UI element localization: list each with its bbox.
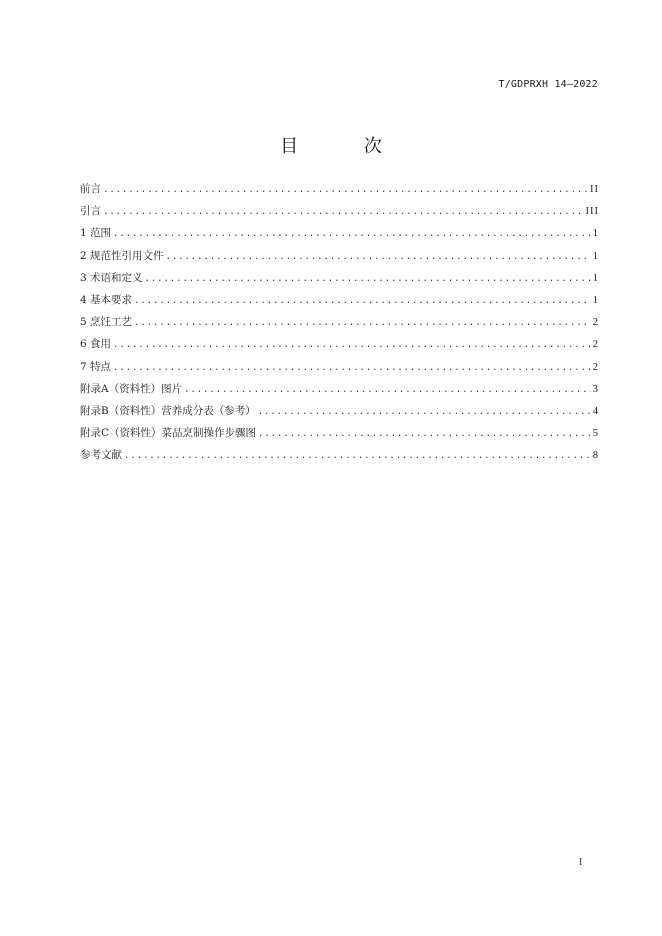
page-number: I: [579, 857, 583, 868]
toc-entry-label: 2 规范性引用文件: [80, 249, 164, 262]
toc-leader-dots: [103, 182, 588, 198]
toc-leader-dots: [134, 315, 591, 331]
toc-leader-dots: [145, 271, 591, 287]
toc-entry-label: 引言: [80, 205, 101, 218]
toc-leader-dots: [258, 426, 591, 442]
toc-entry-label: 参考文献: [80, 449, 122, 462]
toc-entry-page: 8: [592, 450, 599, 462]
toc-entry-terms-definitions[interactable]: [80, 270, 599, 292]
toc-entry-page: 1: [592, 250, 599, 262]
toc-entry-bibliography[interactable]: [80, 447, 599, 469]
toc-entry-label: 7 特点: [80, 360, 112, 373]
table-of-contents: [80, 181, 599, 469]
toc-entry-page: 1: [592, 294, 599, 306]
toc-entry-foreword[interactable]: [80, 181, 599, 203]
document-code: T/GDPRXH 14—2022: [498, 79, 598, 90]
toc-entry-cooking-process[interactable]: [80, 314, 599, 336]
toc-entry-page: 2: [592, 361, 599, 373]
toc-entry-appendix-a[interactable]: [80, 381, 599, 403]
toc-entry-page: 4: [592, 405, 599, 417]
toc-entry-page: 5: [592, 428, 599, 440]
toc-entry-label: 5 烹饪工艺: [80, 316, 133, 329]
toc-entry-label: 3 术语和定义: [80, 271, 143, 284]
toc-leader-dots: [184, 382, 591, 398]
toc-entry-page: 1: [592, 272, 599, 284]
toc-leader-dots: [113, 226, 591, 242]
toc-entry-page: III: [585, 206, 599, 218]
toc-entry-label: 6 食用: [80, 338, 112, 351]
toc-entry-introduction[interactable]: [80, 203, 599, 225]
toc-leader-dots: [166, 249, 591, 265]
toc-entry-label: 前言: [80, 183, 101, 195]
toc-entry-characteristics[interactable]: [80, 359, 599, 381]
toc-entry-label: 附录A（资料性）图片: [80, 382, 183, 395]
toc-leader-dots: [258, 404, 591, 420]
toc-entry-scope[interactable]: [80, 225, 599, 247]
toc-leader-dots: [103, 204, 584, 220]
toc-entry-page: 1: [592, 228, 599, 240]
toc-entry-label: 1 范围: [80, 227, 112, 240]
toc-entry-basic-requirements[interactable]: [80, 292, 599, 314]
toc-entry-consumption[interactable]: [80, 336, 599, 358]
toc-leader-dots: [124, 448, 591, 464]
toc-entry-page: 2: [592, 317, 599, 329]
toc-entry-page: 3: [592, 383, 599, 395]
toc-entry-appendix-b[interactable]: [80, 403, 599, 425]
toc-entry-normative-references[interactable]: [80, 248, 599, 270]
toc-leader-dots: [113, 360, 591, 376]
toc-entry-appendix-c[interactable]: [80, 425, 599, 447]
toc-entry-label: 附录C（资料性）菜品烹制操作步骤图: [80, 427, 257, 440]
toc-entry-page: 2: [592, 339, 599, 351]
toc-entry-label: 4 基本要求: [80, 293, 133, 306]
toc-entry-label: 附录B（资料性）营养成分表（参考）: [80, 404, 256, 417]
toc-entry-page: II: [590, 184, 599, 195]
toc-leader-dots: [134, 293, 591, 309]
toc-leader-dots: [113, 337, 591, 353]
toc-title: 目 次: [280, 136, 412, 157]
